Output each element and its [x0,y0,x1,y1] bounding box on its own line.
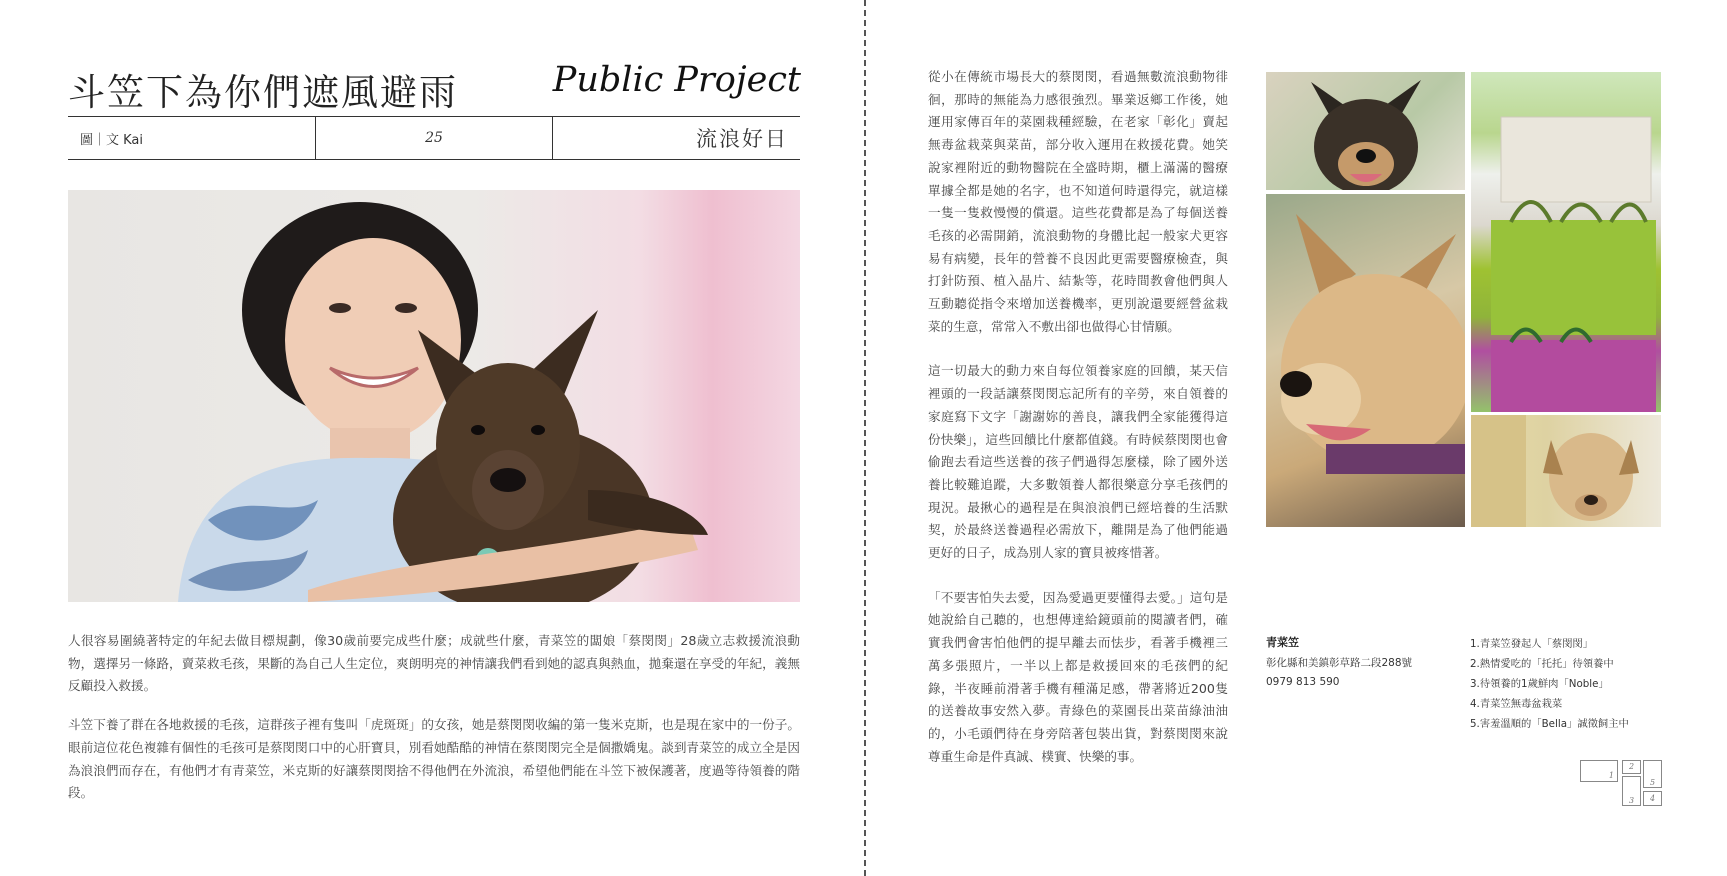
layout-key-box: 1 [1580,760,1618,782]
paragraph: 人很容易圍繞著特定的年紀去做目標規劃，像30歲前要完成些什麼；成就些什麼，青菜笠的闆娘「蔡閔閔」28歲立志救援流浪動物，選擇另一條路，賣菜救毛孩，果斷的為自己人生定位，爽朗明亮的神情讓我們看到她的認真與熱血，拋棄還在享受的年紀，義無反顧投入救援。 [68,633,800,694]
photo-dog-toto [1266,72,1465,190]
layout-key-box: 2 [1622,760,1641,774]
layout-key-box: 3 [1622,776,1641,806]
shop-address: 彰化縣和美鎮彰草路二段288號 [1266,657,1413,669]
paragraph: 「不要害怕失去愛，因為愛過更要懂得去愛。」這句是她說給自己聽的，也想傳達給鏡頭前的閱讀者們，確實我們會害怕他們的提早離去而怯步，看著手機裡三萬多張照片，一半以上都是救援回來的毛孩們的紀錄，半夜睡前滑著手機有種滿足感，帶著將近200隻的送養故事安然入夢。青綠色的菜園長出菜苗綠油油的，小毛頭們待在身旁陪著包裝出貨，對蔡閔閔來說尊重生命是件真誠、樸實、快樂的事。 [928,589,1228,764]
caption-item: 3.待領養的1歲鮮肉「Noble」 [1470,678,1609,690]
photo-dog-bella [1471,415,1661,527]
paragraph: 這一切最大的動力來自每位領養家庭的回饋，某天信裡頭的一段話讓蔡閔閔忘記所有的辛勞，來自領養的家庭寫下文字「謝謝妳的善良，讓我們全家能獲得這份快樂」，這些回饋比什麼都值錢。有時候蔡閔閔也會偷跑去看這些送養的孩子們過得怎麼樣，除了國外送養比較難追蹤，大多數領養人都很樂意分享毛孩們的現況。最揪心的過程是在與浪浪們已經培養的生活默契，於最終送養過程必需放下，離開是為了他們能過更好的日子，成為別人家的寶貝被疼惜著。 [928,363,1228,561]
series-name: 流浪好日 [552,117,800,159]
photo-captions [1470,634,1629,734]
caption-item: 5.害羞溫順的「Bella」誠徵飼主中 [1470,718,1629,730]
caption-item: 1.青菜笠發起人「蔡閔閔」 [1470,638,1594,650]
photo-dog-noble [1266,194,1465,527]
meta-bar [68,116,800,160]
section-title: Public Project [552,60,801,100]
page-number: 25 [315,117,551,159]
paragraph: 斗笠下養了群在各地救援的毛孩，這群孩子裡有隻叫「虎斑斑」的女孩，她是蔡閔閔收編的第一隻米克斯，也是現在家中的一份子。眼前這位花色複雜有個性的毛孩可是蔡閔閔口中的心肝寶貝，別看她酷酷的神情在蔡閔閔完全是個撒嬌鬼。談到青菜笠的成立全是因為浪浪們而存在，有他們才有青菜笠，米克斯的好讓蔡閔閔捨不得他們在外流浪，希望他們能在斗笠下被保護著，度過等待領養的階段。 [68,717,800,801]
article-title: 斗笠下為你們遮風避雨 [68,71,458,114]
layout-key-box: 4 [1643,791,1662,806]
caption-item: 4.青菜笠無毒盆栽菜 [1470,698,1563,710]
photo-layout-key [1580,760,1662,806]
page-divider [864,0,866,876]
right-body-text [928,66,1228,790]
hero-photo-woman-with-dog [68,190,800,602]
shop-name: 青菜笠 [1266,636,1299,649]
left-body-text [68,630,800,821]
paragraph: 從小在傳統市場長大的蔡閔閔，看過無數流浪動物徘徊，那時的無能為力感很強烈。畢業返鄉工作後，她運用家傳百年的菜園栽種經驗，在老家「彰化」賣起無毒盆栽菜與菜苗，部分收入運用在救援花費。她笑說家裡附近的動物醫院在全盛時期，櫃上滿滿的醫療單據全都是她的名字，也不知道何時還得完，就這樣一隻一隻救慢慢的償還。這些花費都是為了每個送養毛孩的必需開銷，流浪動物的身體比起一般家犬更容易有病變，長年的營養不良因此更需要醫療檢查，與打針防預、植入晶片、結紮等，花時間教會他們與人互動聽從指令來增加送養機率，更別說還要經營盆栽菜的生意，常常入不敷出卻也做得心甘情願。 [928,69,1228,334]
caption-item: 2.熱情愛吃的「托托」待領養中 [1470,658,1614,670]
credit: 圖｜文 Kai [80,132,144,148]
layout-key-box: 5 [1643,760,1662,788]
shop-phone: 0979 813 590 [1266,676,1340,688]
photo-planters [1471,72,1661,412]
